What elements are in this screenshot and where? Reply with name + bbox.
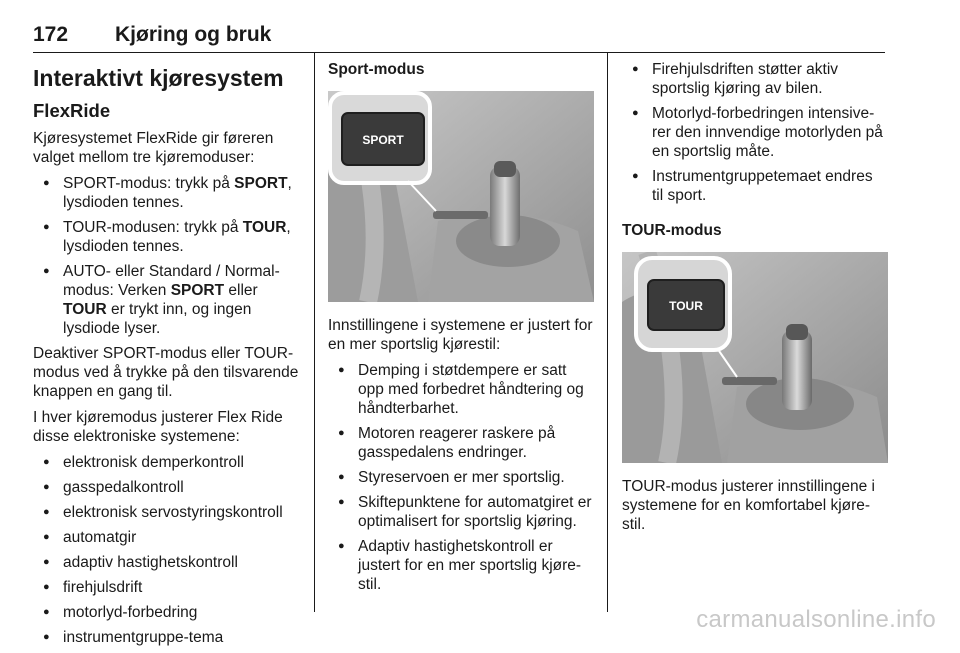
list-item: ● Styreservoen er mer sportslig. (328, 468, 594, 487)
mode-list (33, 174, 305, 338)
deactivate-paragraph: Deaktiver SPORT-modus eller TOUR-modus ved å trykke på den tilsvarende knappen en gang til. (33, 345, 299, 400)
column-divider (607, 52, 608, 612)
page-header (33, 22, 885, 53)
list-item: ● elektronisk servostyringskontroll (33, 503, 305, 522)
column-1 (33, 60, 305, 653)
list-item: ● SPORT-modus: trykk på SPORT, lysdioden tennes. (33, 174, 305, 212)
chapter-title: Kjøring og bruk (115, 23, 272, 46)
intro-paragraph: Kjøresystemet FlexRide gir føreren valget mellom tre kjøremoduser: (33, 130, 274, 166)
sport-intro: Innstillingene i systemene er justert for en mer sportslig kjørestil: (328, 317, 593, 353)
sport-heading: Sport-modus (328, 61, 425, 78)
list-item: ● Adaptiv hastighetskontroll er justert for en mer sportslig kjøre-stil. (328, 537, 594, 594)
column-2 (328, 60, 594, 600)
section-subtitle: FlexRide (33, 100, 111, 121)
list-item: ● Motoren reagerer raskere på gasspedalens endringer. (328, 424, 594, 462)
systems-intro: I hver kjøremodus justerer Flex Ride disse elektroniske systemene: (33, 409, 283, 445)
watermark: carmanualsonline.info (696, 606, 936, 633)
sport-list (328, 361, 594, 594)
tour-paragraph: TOUR-modus justerer innstillingene i systemene for en komfortabel kjøre-stil. (622, 478, 875, 533)
sport-button-callout (330, 93, 430, 183)
tour-heading: TOUR-modus (622, 222, 722, 239)
page-number: 172 (33, 23, 69, 46)
list-item: ● firehjulsdrift (33, 578, 305, 597)
tour-button-illustration (622, 252, 888, 463)
list-item: ● gasspedalkontroll (33, 478, 305, 497)
list-item: ● Motorlyd-forbedringen intensive-rer den innvendige motorlyden på en sportslig måte. (622, 104, 888, 161)
systems-list (33, 453, 305, 647)
column-3 (622, 60, 888, 541)
tour-button-label: TOUR (669, 299, 703, 313)
list-item: ● instrumentgruppe-tema (33, 628, 305, 647)
sport-list-continued (622, 60, 888, 205)
list-item: ● adaptiv hastighetskontroll (33, 553, 305, 572)
sport-button-label: SPORT (362, 133, 404, 147)
list-item: ● Instrumentgruppetemaet endres til sport. (622, 167, 888, 205)
column-divider (314, 52, 315, 612)
list-item: ● Demping i støtdempere er satt opp med forbedret håndtering og håndterbarhet. (328, 361, 594, 418)
list-item: ● TOUR-modusen: trykk på TOUR, lysdioden tennes. (33, 218, 305, 256)
list-item: ● automatgir (33, 528, 305, 547)
list-item: ● motorlyd-forbedring (33, 603, 305, 622)
list-item: ● elektronisk demperkontroll (33, 453, 305, 472)
tour-button-callout (636, 258, 730, 350)
list-item: ● Firehjulsdriften støtter aktiv sportslig kjøring av bilen. (622, 60, 888, 98)
list-item: ● Skiftepunktene for automatgiret er optimalisert for sportslig kjøring. (328, 493, 594, 531)
sport-button-illustration (328, 91, 594, 302)
section-title: Interaktivt kjøresystem (33, 65, 284, 91)
list-item: ● AUTO- eller Standard / Normal-modus: Verken SPORT eller TOUR er trykt inn, og ingen lysdiode lyser. (33, 262, 305, 338)
